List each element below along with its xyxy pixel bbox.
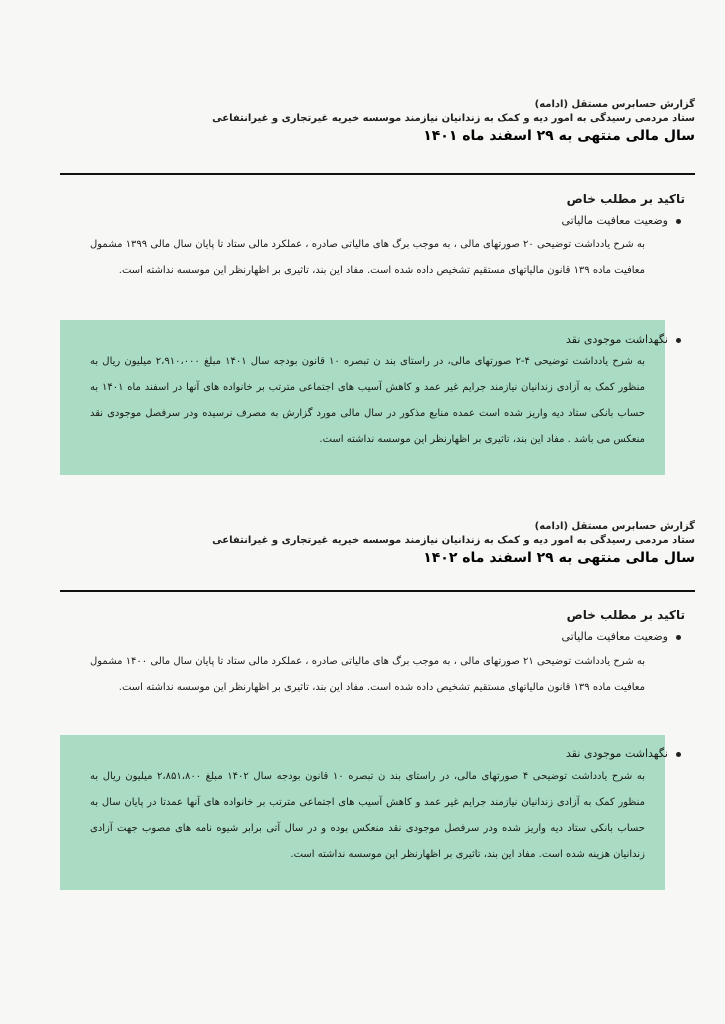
header-fiscal-year: سال مالی منتهی به ۲۹ اسفند ماه ۱۴۰۱ bbox=[423, 128, 695, 144]
tax-exemption-item bbox=[60, 630, 681, 643]
header-entity-name: ستاد مردمی رسیدگی به امور دیه و کمک به زندانیان نیازمند موسسه خیریه غیرتجاری و غیرانتفاعی bbox=[212, 535, 695, 546]
tax-exemption-paragraph: به شرح یادداشت توضیحی ۲۰ صورتهای مالی ، به موجب برگ های مالیاتی صادره ، عملکرد مالی ستاد تا پایان سال مالی ۱۳۹۹ مشمول معافیت ماده ۱۳۹ قانون مالیاتهای مستقیم تشخیص داده شده است. مفاد این بند، تاثیری بر اظهارنظر این موسسه نداشته است. bbox=[90, 239, 646, 276]
tax-exemption-title: وضعیت معافیت مالیاتی bbox=[561, 630, 668, 643]
header-fiscal-year: سال مالی منتهی به ۲۹ اسفند ماه ۱۴۰۲ bbox=[423, 550, 695, 566]
cash-holding-item bbox=[60, 333, 681, 346]
report-header-1402 bbox=[60, 520, 695, 568]
tax-exemption-item bbox=[60, 214, 681, 227]
header-report-title: گزارش حسابرس مستقل (ادامه) bbox=[534, 99, 695, 110]
cash-holding-paragraph: به شرح یادداشت توضیحی ۴ صورتهای مالی، در راستای بند ن تبصره ۱۰ قانون بودجه سال ۱۴۰۲ مبلغ ۲،۸۵۱،۸۰۰ میلیون ریال به منظور کمک به آزادی زندانیان نیازمند جرایم غیر عمد و کاهش آسیب های اجتماعی مترتب بر خانواده های آنها عمدتا در پایان سال به حساب بانکی ستاد دیه واریز شده ودر سرفصل موجودی نقد منعکس بوده و در سال آتی برابر شیوه نامه های مصوب جهت آزادی زندانیان هزینه شده است. مفاد این بند، تاثیری بر اظهارنظر این موسسه نداشته است. bbox=[90, 771, 645, 860]
bullet-icon bbox=[676, 219, 681, 224]
header-rule bbox=[60, 173, 695, 175]
tax-exemption-paragraph: به شرح یادداشت توضیحی ۲۱ صورتهای مالی ، به موجب برگ های مالیاتی صادره ، عملکرد مالی ستاد تا پایان سال مالی ۱۴۰۰ مشمول معافیت ماده ۱۳۹ قانون مالیاتهای مستقیم تشخیص داده شده است. مفاد این بند، تاثیری بر اظهارنظر این موسسه نداشته است. bbox=[90, 656, 646, 693]
header-entity-name: ستاد مردمی رسیدگی به امور دیه و کمک به زندانیان نیازمند موسسه خیریه غیرتجاری و غیرانتفاعی bbox=[212, 113, 695, 124]
cash-holding-title: نگهداشت موجودی نقد bbox=[565, 747, 668, 760]
cash-holding-paragraph: به شرح یادداشت توضیحی ۴-۲ صورتهای مالی، در راستای بند ن تبصره ۱۰ قانون بودجه سال ۱۴۰۱ مبلغ ۲،۹۱۰،۰۰۰ میلیون ریال به منظور کمک به آزادی زندانیان نیازمند جرایم غیر عمد و کاهش آسیب های اجتماعی مترتب بر خانواده های آنها در اسفند ماه ۱۴۰۱ به حساب بانکی ستاد دیه واریز شده است عمده منابع مذکور در سال مالی مورد گزارش به مصرف نرسیده ودر سرفصل موجودی نقد منعکس می باشد . مفاد این بند، تاثیری بر اظهارنظر این موسسه نداشته است. bbox=[90, 356, 645, 445]
bullet-icon bbox=[676, 635, 681, 640]
header-report-title: گزارش حسابرس مستقل (ادامه) bbox=[534, 521, 695, 532]
tax-exemption-title: وضعیت معافیت مالیاتی bbox=[561, 214, 668, 227]
bullet-icon bbox=[676, 752, 681, 757]
emphasis-title: تاکید بر مطلب خاص bbox=[566, 192, 685, 206]
cash-holding-title: نگهداشت موجودی نقد bbox=[565, 333, 668, 346]
cash-holding-item bbox=[60, 747, 681, 760]
header-rule bbox=[60, 590, 695, 592]
bullet-icon bbox=[676, 338, 681, 343]
report-header-1401 bbox=[60, 98, 695, 146]
emphasis-title: تاکید بر مطلب خاص bbox=[566, 608, 685, 622]
